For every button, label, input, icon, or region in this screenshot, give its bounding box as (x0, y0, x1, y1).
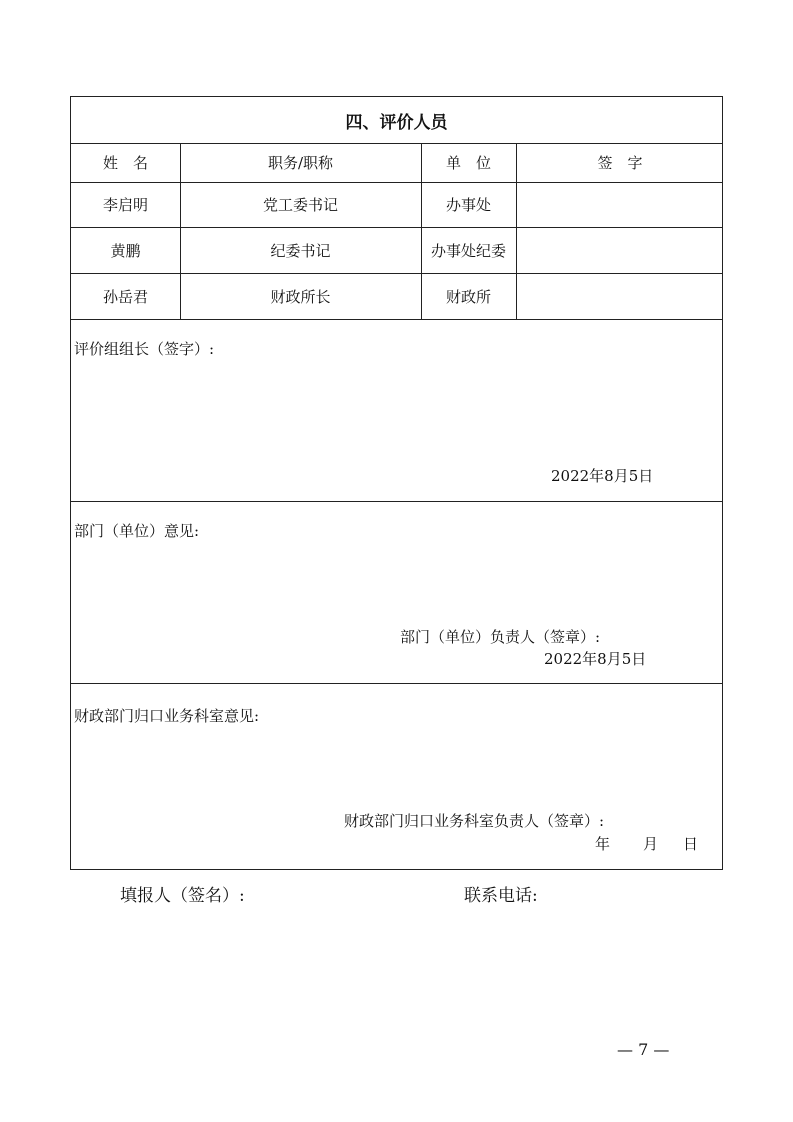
table-cell-unit: 办事处纪委 (430, 241, 506, 260)
table-cell-signature (516, 227, 724, 273)
table-cell-title: 纪委书记 (270, 241, 331, 260)
dept-date: 2022年8月5日 (544, 650, 647, 668)
section-title: 四、评价人员 (345, 112, 448, 133)
table-cell-title: 财政所长 (270, 287, 331, 306)
header-signature: 签 字 (597, 154, 643, 172)
finance-date-day: 日 (683, 835, 699, 853)
finance-signer-label: 财政部门归口业务科室负责人（签章）: (344, 812, 605, 830)
table-cell-name: 孙岳君 (102, 287, 148, 306)
header-name: 姓 名 (102, 154, 148, 172)
finance-date-year: 年 (595, 835, 611, 853)
header-title: 职务/职称 (267, 154, 334, 172)
table-cell-unit: 办事处 (445, 196, 491, 214)
leader-date: 2022年8月5日 (551, 467, 654, 485)
divider (71, 501, 722, 502)
phone-label: 联系电话: (464, 886, 538, 906)
evaluation-form (70, 96, 723, 870)
divider (71, 319, 722, 320)
dept-signer-label: 部门（单位）负责人（签章）: (400, 628, 601, 646)
finance-opinion-label: 财政部门归口业务科室意见: (74, 707, 260, 725)
table-cell-signature (516, 273, 724, 319)
table-cell-name: 李启明 (102, 196, 148, 214)
page-number: — 7 — (617, 1040, 670, 1059)
table-cell-signature (516, 182, 724, 227)
dept-opinion-label: 部门（单位）意见: (74, 522, 200, 540)
table-cell-unit: 财政所 (445, 287, 491, 306)
leader-signature-label: 评价组组长（签字）: (74, 340, 215, 358)
filler-signature-label: 填报人（签名）: (120, 886, 245, 906)
header-unit: 单 位 (445, 154, 491, 172)
divider (71, 683, 722, 684)
table-cell-name: 黄鹏 (110, 241, 141, 260)
table-cell-title: 党工委书记 (262, 196, 338, 214)
finance-date-month: 月 (643, 835, 659, 853)
